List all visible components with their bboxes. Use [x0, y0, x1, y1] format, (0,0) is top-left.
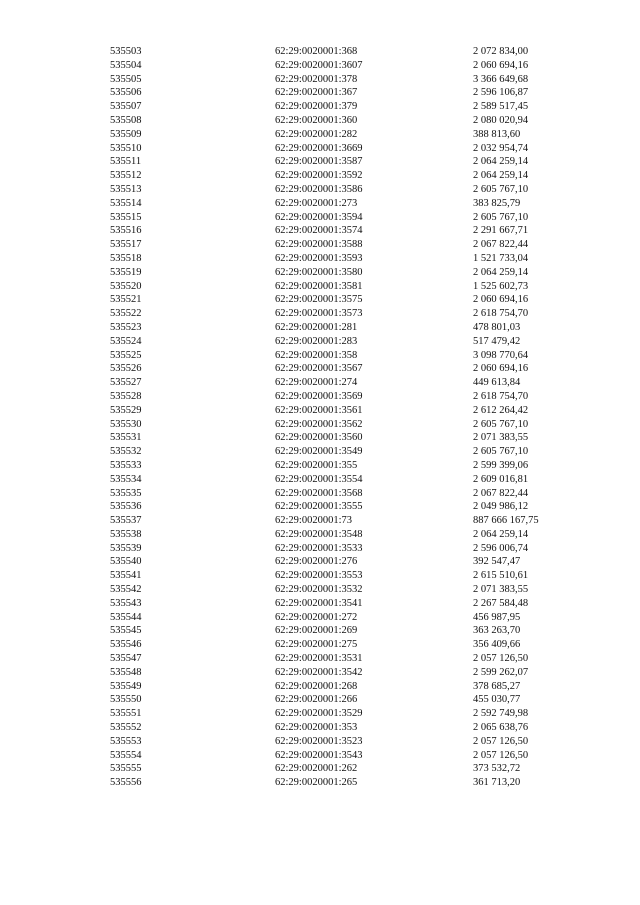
table-row [110, 307, 583, 321]
records-table-body [110, 45, 583, 790]
record-number-cell: 535549 [110, 680, 142, 692]
record-number-cell: 535507 [110, 101, 142, 113]
cadastral-number-cell: 62:29:0020001:3555 [275, 501, 363, 513]
cadastral-number-cell: 62:29:0020001:355 [275, 459, 358, 471]
cadastral-value-cell: 2 072 834,00 [473, 46, 529, 57]
table-row [110, 597, 583, 611]
cadastral-value-cell: 2 060 694,16 [473, 363, 529, 375]
record-number-cell: 535536 [110, 501, 142, 513]
cadastral-value-cell: 2 609 016,81 [473, 473, 529, 485]
table-row [110, 252, 583, 266]
cadastral-number-cell: 62:29:0020001:3587 [275, 156, 363, 168]
record-number-cell: 535534 [110, 473, 142, 485]
table-row [110, 542, 583, 556]
record-number-cell: 535541 [110, 570, 142, 582]
cadastral-value-cell: 2 064 259,14 [473, 266, 529, 278]
record-number-cell: 535528 [110, 390, 142, 402]
cadastral-value-cell: 478 801,03 [473, 321, 521, 333]
cadastral-value-cell: 2 605 767,10 [473, 183, 529, 195]
cadastral-number-cell: 62:29:0020001:3567 [275, 363, 363, 375]
records-table [110, 45, 583, 790]
record-number-cell: 535548 [110, 666, 142, 678]
table-row [110, 583, 583, 597]
cadastral-value-cell: 887 666 167,75 [473, 515, 539, 527]
table-row [110, 197, 583, 211]
record-number-cell: 535532 [110, 446, 142, 458]
record-number-cell: 535544 [110, 611, 142, 623]
cadastral-number-cell: 62:29:0020001:3586 [275, 183, 363, 195]
cadastral-number-cell: 62:29:0020001:3569 [275, 390, 363, 402]
record-number-cell: 535540 [110, 556, 142, 568]
cadastral-number-cell: 62:29:0020001:3561 [275, 404, 363, 416]
cadastral-value-cell: 363 263,70 [473, 625, 521, 637]
cadastral-number-cell: 62:29:0020001:272 [275, 611, 358, 623]
cadastral-value-cell: 2 071 383,55 [473, 584, 529, 596]
record-number-cell: 535537 [110, 515, 142, 527]
table-row [110, 59, 583, 73]
record-number-cell: 535531 [110, 432, 142, 444]
cadastral-number-cell: 62:29:0020001:268 [275, 680, 358, 692]
cadastral-value-cell: 383 825,79 [473, 197, 521, 209]
table-row [110, 569, 583, 583]
cadastral-number-cell: 62:29:0020001:3575 [275, 294, 363, 306]
cadastral-number-cell: 62:29:0020001:3523 [275, 735, 363, 747]
cadastral-value-cell: 2 057 126,50 [473, 749, 529, 761]
cadastral-value-cell: 2 049 986,12 [473, 501, 529, 513]
record-number-cell: 535514 [110, 197, 142, 209]
table-row [110, 73, 583, 87]
cadastral-number-cell: 62:29:0020001:367 [275, 87, 358, 99]
cadastral-number-cell: 62:29:0020001:283 [275, 335, 358, 347]
cadastral-value-cell: 2 592 749,98 [473, 708, 529, 720]
record-number-cell: 535550 [110, 694, 142, 706]
cadastral-number-cell: 62:29:0020001:3592 [275, 170, 363, 182]
record-number-cell: 535519 [110, 266, 142, 278]
record-number-cell: 535545 [110, 625, 142, 637]
record-number-cell: 535529 [110, 404, 142, 416]
table-row [110, 349, 583, 363]
cadastral-value-cell: 449 613,84 [473, 377, 521, 389]
record-number-cell: 535504 [110, 59, 142, 71]
table-row [110, 390, 583, 404]
record-number-cell: 535524 [110, 335, 142, 347]
record-number-cell: 535515 [110, 211, 142, 223]
record-number-cell: 535521 [110, 294, 142, 306]
cadastral-number-cell: 62:29:0020001:269 [275, 625, 358, 637]
table-row [110, 776, 583, 790]
record-number-cell: 535542 [110, 584, 142, 596]
cadastral-number-cell: 62:29:0020001:3529 [275, 708, 363, 720]
table-row [110, 445, 583, 459]
cadastral-value-cell: 2 291 667,71 [473, 225, 529, 237]
table-row [110, 680, 583, 694]
record-number-cell: 535535 [110, 487, 142, 499]
cadastral-number-cell: 62:29:0020001:3594 [275, 211, 363, 223]
record-number-cell: 535512 [110, 170, 142, 182]
record-number-cell: 535527 [110, 377, 142, 389]
table-row [110, 707, 583, 721]
cadastral-number-cell: 62:29:0020001:262 [275, 763, 358, 775]
cadastral-number-cell: 62:29:0020001:3533 [275, 542, 363, 554]
cadastral-number-cell: 62:29:0020001:379 [275, 101, 358, 113]
record-number-cell: 535510 [110, 142, 142, 154]
record-number-cell: 535505 [110, 73, 142, 85]
cadastral-number-cell: 62:29:0020001:368 [275, 46, 358, 57]
cadastral-number-cell: 62:29:0020001:3560 [275, 432, 363, 444]
cadastral-value-cell: 2 064 259,14 [473, 170, 529, 182]
record-number-cell: 535516 [110, 225, 142, 237]
table-row [110, 555, 583, 569]
cadastral-number-cell: 62:29:0020001:274 [275, 377, 358, 389]
table-row [110, 280, 583, 294]
cadastral-value-cell: 3 366 649,68 [473, 73, 529, 85]
table-row [110, 100, 583, 114]
cadastral-number-cell: 62:29:0020001:266 [275, 694, 358, 706]
cadastral-number-cell: 62:29:0020001:73 [275, 515, 353, 527]
table-row [110, 666, 583, 680]
cadastral-value-cell: 2 599 262,07 [473, 666, 529, 678]
cadastral-number-cell: 62:29:0020001:3541 [275, 597, 363, 609]
record-number-cell: 535551 [110, 708, 142, 720]
cadastral-number-cell: 62:29:0020001:3548 [275, 528, 363, 540]
table-row [110, 500, 583, 514]
table-row [110, 749, 583, 763]
cadastral-number-cell: 62:29:0020001:265 [275, 777, 358, 789]
cadastral-value-cell: 2 065 638,76 [473, 722, 529, 734]
cadastral-value-cell: 455 030,77 [473, 694, 521, 706]
table-row [110, 404, 583, 418]
cadastral-value-cell: 2 064 259,14 [473, 156, 529, 168]
cadastral-value-cell: 1 525 602,73 [473, 280, 529, 292]
table-row [110, 721, 583, 735]
record-number-cell: 535554 [110, 749, 142, 761]
table-row [110, 238, 583, 252]
table-row [110, 528, 583, 542]
record-number-cell: 535511 [110, 156, 142, 168]
cadastral-value-cell: 517 479,42 [473, 335, 521, 347]
table-row [110, 418, 583, 432]
cadastral-value-cell: 2 032 954,74 [473, 142, 529, 154]
cadastral-value-cell: 388 813,60 [473, 128, 521, 140]
table-row [110, 638, 583, 652]
cadastral-value-cell: 2 064 259,14 [473, 528, 529, 540]
record-number-cell: 535518 [110, 252, 142, 264]
record-number-cell: 535552 [110, 722, 142, 734]
table-row [110, 211, 583, 225]
table-row [110, 128, 583, 142]
cadastral-number-cell: 62:29:0020001:275 [275, 639, 358, 651]
cadastral-value-cell: 2 060 694,16 [473, 294, 529, 306]
table-row [110, 431, 583, 445]
cadastral-value-cell: 2 618 754,70 [473, 308, 529, 320]
cadastral-number-cell: 62:29:0020001:3580 [275, 266, 363, 278]
cadastral-value-cell: 2 596 006,74 [473, 542, 529, 554]
cadastral-number-cell: 62:29:0020001:3607 [275, 59, 363, 71]
cadastral-value-cell: 378 685,27 [473, 680, 521, 692]
cadastral-number-cell: 62:29:0020001:3543 [275, 749, 363, 761]
cadastral-value-cell: 2 589 517,45 [473, 101, 529, 113]
record-number-cell: 535553 [110, 735, 142, 747]
record-number-cell: 535526 [110, 363, 142, 375]
cadastral-value-cell: 2 618 754,70 [473, 390, 529, 402]
record-number-cell: 535555 [110, 763, 142, 775]
record-number-cell: 535539 [110, 542, 142, 554]
record-number-cell: 535538 [110, 528, 142, 540]
cadastral-value-cell: 1 521 733,04 [473, 252, 529, 264]
table-row [110, 487, 583, 501]
cadastral-number-cell: 62:29:0020001:3669 [275, 142, 363, 154]
cadastral-number-cell: 62:29:0020001:282 [275, 128, 358, 140]
table-row [110, 45, 583, 59]
table-row [110, 169, 583, 183]
cadastral-number-cell: 62:29:0020001:3568 [275, 487, 363, 499]
cadastral-value-cell: 3 098 770,64 [473, 349, 529, 361]
cadastral-value-cell: 2 071 383,55 [473, 432, 529, 444]
cadastral-value-cell: 2 596 106,87 [473, 87, 529, 99]
table-row [110, 293, 583, 307]
cadastral-value-cell: 2 267 584,48 [473, 597, 529, 609]
cadastral-number-cell: 62:29:0020001:378 [275, 73, 358, 85]
table-row [110, 693, 583, 707]
cadastral-number-cell: 62:29:0020001:3531 [275, 653, 363, 665]
cadastral-value-cell: 2 599 399,06 [473, 459, 529, 471]
cadastral-number-cell: 62:29:0020001:358 [275, 349, 358, 361]
table-row [110, 735, 583, 749]
cadastral-number-cell: 62:29:0020001:3542 [275, 666, 363, 678]
record-number-cell: 535546 [110, 639, 142, 651]
cadastral-number-cell: 62:29:0020001:3532 [275, 584, 363, 596]
record-number-cell: 535508 [110, 114, 142, 126]
record-number-cell: 535530 [110, 418, 142, 430]
cadastral-value-cell: 456 987,95 [473, 611, 521, 623]
table-row [110, 376, 583, 390]
cadastral-number-cell: 62:29:0020001:3553 [275, 570, 363, 582]
table-row [110, 473, 583, 487]
cadastral-value-cell: 2 060 694,16 [473, 59, 529, 71]
cadastral-value-cell: 392 547,47 [473, 556, 521, 568]
record-number-cell: 535503 [110, 46, 142, 57]
cadastral-number-cell: 62:29:0020001:3574 [275, 225, 363, 237]
record-number-cell: 535522 [110, 308, 142, 320]
record-number-cell: 535513 [110, 183, 142, 195]
cadastral-number-cell: 62:29:0020001:276 [275, 556, 358, 568]
cadastral-value-cell: 2 067 822,44 [473, 487, 529, 499]
table-row [110, 142, 583, 156]
cadastral-number-cell: 62:29:0020001:273 [275, 197, 358, 209]
cadastral-value-cell: 2 080 020,94 [473, 114, 529, 126]
cadastral-value-cell: 356 409,66 [473, 639, 521, 651]
cadastral-number-cell: 62:29:0020001:3593 [275, 252, 363, 264]
cadastral-number-cell: 62:29:0020001:3554 [275, 473, 363, 485]
cadastral-value-cell: 2 067 822,44 [473, 239, 529, 251]
record-number-cell: 535547 [110, 653, 142, 665]
record-number-cell: 535525 [110, 349, 142, 361]
cadastral-value-cell: 2 605 767,10 [473, 418, 529, 430]
cadastral-number-cell: 62:29:0020001:353 [275, 722, 358, 734]
table-row [110, 624, 583, 638]
cadastral-number-cell: 62:29:0020001:281 [275, 321, 358, 333]
cadastral-value-cell: 2 612 264,42 [473, 404, 529, 416]
cadastral-value-cell: 2 605 767,10 [473, 446, 529, 458]
record-number-cell: 535506 [110, 87, 142, 99]
table-row [110, 114, 583, 128]
table-row [110, 335, 583, 349]
table-row [110, 224, 583, 238]
cadastral-number-cell: 62:29:0020001:360 [275, 114, 358, 126]
table-row [110, 459, 583, 473]
table-row [110, 155, 583, 169]
table-row [110, 183, 583, 197]
table-row [110, 362, 583, 376]
cadastral-value-cell: 2 605 767,10 [473, 211, 529, 223]
record-number-cell: 535509 [110, 128, 142, 140]
record-number-cell: 535523 [110, 321, 142, 333]
cadastral-number-cell: 62:29:0020001:3581 [275, 280, 363, 292]
record-number-cell: 535533 [110, 459, 142, 471]
table-row [110, 86, 583, 100]
record-number-cell: 535556 [110, 777, 142, 789]
cadastral-value-cell: 361 713,20 [473, 777, 521, 789]
table-row [110, 266, 583, 280]
record-number-cell: 535520 [110, 280, 142, 292]
cadastral-value-cell: 2 615 510,61 [473, 570, 529, 582]
cadastral-number-cell: 62:29:0020001:3549 [275, 446, 363, 458]
table-row [110, 611, 583, 625]
cadastral-number-cell: 62:29:0020001:3588 [275, 239, 363, 251]
record-number-cell: 535543 [110, 597, 142, 609]
record-number-cell: 535517 [110, 239, 142, 251]
table-row [110, 321, 583, 335]
cadastral-value-cell: 373 532,72 [473, 763, 521, 775]
cadastral-number-cell: 62:29:0020001:3562 [275, 418, 363, 430]
table-row [110, 762, 583, 776]
table-row [110, 652, 583, 666]
cadastral-number-cell: 62:29:0020001:3573 [275, 308, 363, 320]
table-row [110, 514, 583, 528]
cadastral-value-cell: 2 057 126,50 [473, 653, 529, 665]
cadastral-value-cell: 2 057 126,50 [473, 735, 529, 747]
